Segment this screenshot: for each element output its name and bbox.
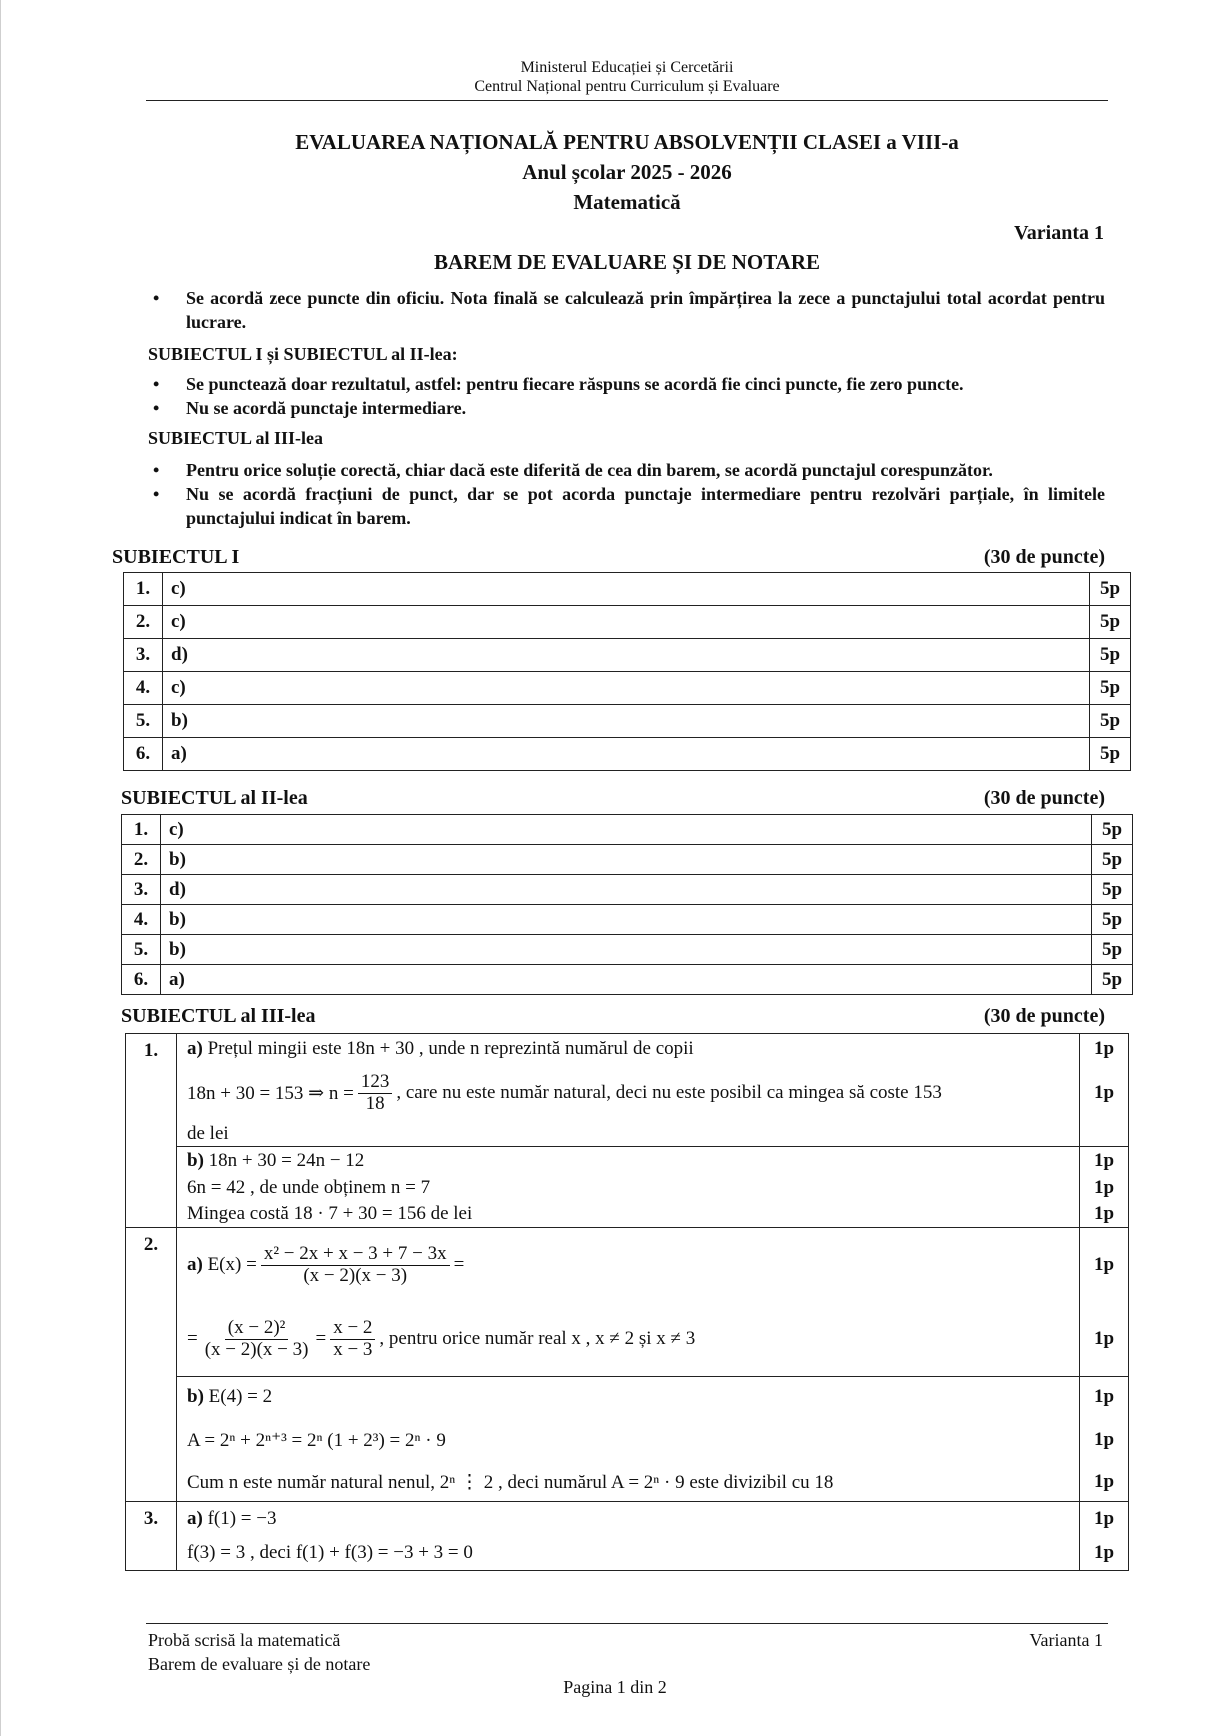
answer-value: b) — [161, 935, 1092, 965]
q1b-line2: 6n = 42 , de unde obținem n = 7 — [187, 1177, 431, 1198]
center-name: Centrul Național pentru Curriculum și Evaluare — [474, 78, 780, 95]
answer-value: c) — [163, 606, 1090, 639]
answer-value: d) — [163, 639, 1090, 672]
item-number: 5. — [122, 935, 161, 965]
answer-row — [122, 875, 1133, 905]
q2a2-frac2-num: x − 2 — [330, 1318, 375, 1340]
answer-row — [124, 705, 1131, 738]
subiect3-header — [121, 1005, 1105, 1028]
q3a-content — [177, 1502, 1080, 1571]
q2-number: 2. — [126, 1228, 177, 1502]
q2a2-fraction1 — [202, 1318, 312, 1361]
answer-value: d) — [161, 875, 1092, 905]
s12-rule-2: • Nu se acordă punctaje intermediare. — [148, 396, 1105, 420]
q1b-row — [126, 1147, 1129, 1228]
q1b-p3: 1p — [1093, 1203, 1115, 1224]
q1a-points — [1080, 1034, 1129, 1147]
q2a-fraction — [261, 1244, 450, 1287]
q3a-row — [126, 1502, 1129, 1571]
q1a-label: a) — [187, 1038, 203, 1059]
document-footer — [148, 1628, 1103, 1676]
q2a-frac-den: (x − 2)(x − 3) — [303, 1264, 408, 1286]
item-points: 5p — [1092, 905, 1133, 935]
q2a-eq: = — [453, 1254, 465, 1275]
item-points: 5p — [1090, 738, 1131, 771]
item-points: 5p — [1092, 815, 1133, 845]
s3-rules — [148, 458, 1105, 530]
item-number: 4. — [122, 905, 161, 935]
subiect3-points: (30 de puncte) — [983, 1005, 1105, 1027]
q2a2-frac2-den: x − 3 — [333, 1338, 373, 1360]
q2a-points — [1080, 1228, 1129, 1377]
subiect1-title: SUBIECTUL I — [112, 546, 240, 568]
answer-row — [122, 815, 1133, 845]
subiect2-table — [121, 814, 1133, 995]
q2b-line2: A = 2ⁿ + 2ⁿ⁺³ = 2ⁿ (1 + 2³) = 2ⁿ · 9 — [187, 1429, 446, 1451]
item-number: 2. — [124, 606, 163, 639]
q3a-line1: f(1) = −3 — [207, 1508, 277, 1529]
page-number: Pagina 1 din 2 — [563, 1677, 667, 1697]
q2b-p2: 1p — [1093, 1429, 1115, 1450]
item-points: 5p — [1090, 606, 1131, 639]
s12-rules — [148, 372, 1105, 420]
item-number: 1. — [122, 815, 161, 845]
answer-row — [124, 639, 1131, 672]
document-header — [146, 58, 1108, 96]
q2b-line1: E(4) = 2 — [208, 1386, 273, 1407]
q1b-points — [1080, 1147, 1129, 1228]
answer-row — [122, 905, 1133, 935]
answer-value: b) — [163, 705, 1090, 738]
q1a-p1: 1p — [1093, 1038, 1115, 1059]
q2a2-fraction2 — [330, 1318, 375, 1361]
q1a-frac-den: 18 — [365, 1092, 385, 1114]
s12-rule-1: • Se punctează doar rezultatul, astfel: pentru fiecare răspuns se acordă fie cinci puncte, fie zero puncte. — [148, 372, 1105, 396]
q2b-row — [126, 1377, 1129, 1502]
q1b-content — [177, 1147, 1080, 1228]
item-number: 4. — [124, 672, 163, 705]
q1a-fraction — [358, 1072, 393, 1115]
subiect2-title: SUBIECTUL al II-lea — [121, 787, 308, 809]
item-number: 3. — [124, 639, 163, 672]
answer-value: a) — [163, 738, 1090, 771]
q1b-p1: 1p — [1093, 1150, 1115, 1171]
answer-row — [122, 845, 1133, 875]
q2b-content — [177, 1377, 1080, 1502]
s12-heading: SUBIECTUL I și SUBIECTUL al II-lea: — [148, 344, 458, 364]
barem-title: BAREM DE EVALUARE ȘI DE NOTARE — [433, 250, 821, 274]
general-rules — [148, 286, 1105, 334]
subiect2-points: (30 de puncte) — [983, 787, 1105, 809]
q1a-line2-rest: , care nu este număr natural, deci nu este posibil ca mingea să coste 153 — [396, 1082, 942, 1103]
subiect1-table — [123, 572, 1131, 771]
answer-value: b) — [161, 905, 1092, 935]
answer-row — [124, 573, 1131, 606]
ministry-name: Ministerul Educației și Cercetării — [520, 59, 734, 76]
q2b-p3: 1p — [1093, 1471, 1115, 1492]
s3-rule-2: • Nu se acordă fracțiuni de punct, dar se pot acorda punctaje intermediare pentru rezolvări parțiale, în limitele punctajului indicat în barem. — [148, 482, 1105, 530]
q3a-label: a) — [187, 1508, 203, 1529]
rule-general: • Se acordă zece puncte din oficiu. Nota finală se calculează prin împărțirea la zece a punctajului total acordat pentru lucrare. — [148, 286, 1105, 334]
s3-rule-1: • Pentru orice soluție corectă, chiar dacă este diferită de cea din barem, se acordă punctajul corespunzător. — [148, 458, 1105, 482]
q2a2-mid: = — [315, 1328, 327, 1349]
subiect1-points: (30 de puncte) — [983, 546, 1105, 568]
page-edge — [0, 0, 1, 1736]
header-divider — [146, 100, 1108, 101]
q2a-frac-num: x² − 2x + x − 3 + 7 − 3x — [261, 1244, 450, 1266]
q1b-p2: 1p — [1093, 1177, 1115, 1198]
q2b-line3: Cum n este număr natural nenul, 2ⁿ ⋮ 2 , deci numărul A = 2ⁿ · 9 este divizibil cu 18 — [187, 1471, 834, 1493]
q3-number: 3. — [126, 1502, 177, 1571]
q3a-points — [1080, 1502, 1129, 1571]
q1b-line3: Mingea costă 18 · 7 + 30 = 156 de lei — [187, 1203, 473, 1224]
answer-row — [122, 935, 1133, 965]
item-points: 5p — [1090, 672, 1131, 705]
item-number: 6. — [124, 738, 163, 771]
answer-value: a) — [161, 965, 1092, 995]
footer-variant: Varianta 1 — [1029, 1630, 1103, 1650]
answer-value: c) — [161, 815, 1092, 845]
q2a2-eq: = — [187, 1328, 198, 1349]
answer-row — [124, 738, 1131, 771]
item-number: 3. — [122, 875, 161, 905]
item-points: 5p — [1092, 875, 1133, 905]
answer-row — [124, 606, 1131, 639]
footer-barem-name: Barem de evaluare și de notare — [148, 1654, 371, 1674]
item-points: 5p — [1092, 965, 1133, 995]
q1b-line1: 18n + 30 = 24n − 12 — [208, 1150, 365, 1171]
q2a-content — [177, 1228, 1080, 1377]
q1a-line2-lhs: 18n + 30 = 153 ⇒ n = — [187, 1082, 354, 1104]
q1a-frac-num: 123 — [358, 1072, 393, 1094]
item-points: 5p — [1092, 845, 1133, 875]
q2a2-frac1-num: (x − 2)² — [225, 1318, 289, 1340]
answer-row — [122, 965, 1133, 995]
subiect1-header — [112, 546, 1105, 569]
item-points: 5p — [1090, 705, 1131, 738]
subiect3-title: SUBIECTUL al III-lea — [121, 1005, 316, 1027]
answer-value: c) — [163, 573, 1090, 606]
q1b-label: b) — [187, 1150, 204, 1171]
q2b-p1: 1p — [1093, 1386, 1115, 1407]
subiect3-table — [125, 1033, 1129, 1571]
q3a-p2: 1p — [1093, 1542, 1115, 1563]
q1-number: 1. — [126, 1034, 177, 1228]
subject-name: Matematică — [573, 190, 681, 214]
q2a2-rest: , pentru orice număr real x , x ≠ 2 și x ≠ 3 — [379, 1328, 696, 1349]
q2a-p2: 1p — [1093, 1328, 1115, 1349]
q2a2-frac1-den: (x − 2)(x − 3) — [204, 1338, 309, 1360]
q2a-p1: 1p — [1093, 1254, 1115, 1275]
q3a-p1: 1p — [1093, 1508, 1115, 1529]
item-number: 6. — [122, 965, 161, 995]
subiect2-header — [121, 787, 1105, 810]
item-points: 5p — [1092, 935, 1133, 965]
q2a-label: a) — [187, 1254, 203, 1275]
q3a-line2: f(3) = 3 , deci f(1) + f(3) = −3 + 3 = 0 — [187, 1542, 473, 1563]
answer-row — [124, 672, 1131, 705]
variant-label: Varianta 1 — [1014, 222, 1104, 244]
q1a-content — [177, 1034, 1080, 1147]
q1a-line3: de lei — [187, 1123, 229, 1144]
q2a-row — [126, 1228, 1129, 1377]
q2b-label: b) — [187, 1386, 204, 1407]
s3-heading: SUBIECTUL al III-lea — [148, 428, 324, 448]
footer-exam-name: Probă scrisă la matematică — [148, 1630, 341, 1650]
exam-title: EVALUAREA NAȚIONALĂ PENTRU ABSOLVENȚII CLASEI a VIII-a — [295, 130, 959, 154]
answer-value: c) — [163, 672, 1090, 705]
item-points: 5p — [1090, 573, 1131, 606]
q1a-p2: 1p — [1093, 1082, 1115, 1103]
q1a-line1: Prețul mingii este 18n + 30 , unde n reprezintă numărul de copii — [207, 1038, 694, 1059]
item-number: 1. — [124, 573, 163, 606]
item-number: 5. — [124, 705, 163, 738]
answer-value: b) — [161, 845, 1092, 875]
q2a-lhs: E(x) = — [207, 1254, 257, 1275]
q2b-points — [1080, 1377, 1129, 1502]
item-points: 5p — [1090, 639, 1131, 672]
footer-divider — [146, 1623, 1108, 1624]
q1a-row — [126, 1034, 1129, 1147]
item-number: 2. — [122, 845, 161, 875]
school-year: Anul școlar 2025 - 2026 — [522, 160, 732, 184]
